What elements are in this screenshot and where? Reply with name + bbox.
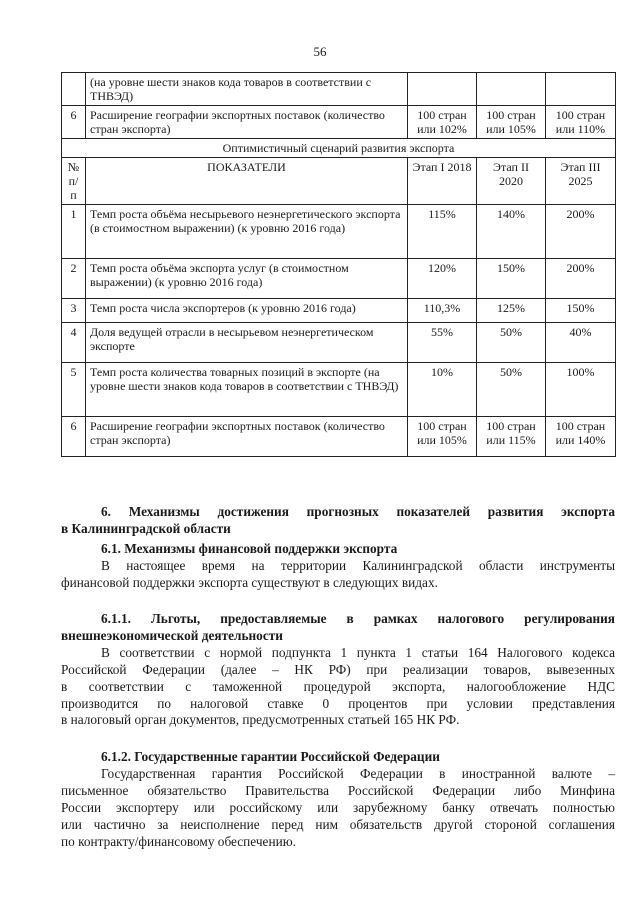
stage3-value: 100 стран или 140% [546, 417, 616, 457]
row-number: 3 [62, 299, 86, 323]
row-number: 6 [62, 417, 86, 457]
stage3-value: 200% [546, 259, 616, 299]
paragraph-line: Российской Федерации (далее – НК РФ) при реализации товаров, вывезенных [61, 661, 615, 677]
header-stage2: Этап II 2020 [477, 158, 546, 205]
stage2-value: 125% [477, 299, 546, 323]
paragraph-line: финансовой поддержки экспорта существуют в следующих видах. [61, 574, 438, 590]
table-row [62, 106, 616, 139]
stage1-value: 110,3% [408, 299, 477, 323]
stage2-value: 100 стран или 105% [477, 106, 546, 139]
stage1-value: 55% [408, 323, 477, 363]
table-row [62, 259, 616, 299]
paragraph-line: производится по налоговой ставке 0 процентов при условии представления [61, 695, 615, 711]
indicator-cell: Темп роста объёма экспорта услуг (в стоимостном выражении) (к уровню 2016 года) [86, 259, 408, 299]
section-6-1-1-title-line2: внешнеэкономической деятельности [61, 627, 283, 643]
paragraph-line: Государственная гарантия Российской Федерации в иностранной валюте – [101, 765, 615, 781]
indicator-cell: Расширение географии экспортных поставок (количество стран экспорта) [86, 417, 408, 457]
paragraph-line: или частично за неисполнение перед ним обязательств другой стороной соглашения [61, 816, 615, 832]
table-row [62, 323, 616, 363]
indicator-cell: Темп роста объёма несырьевого неэнергетического экспорта (в стоимостном выражении) (к уровню 2016 года) [86, 205, 408, 259]
table-row [62, 73, 616, 106]
stage3-value: 150% [546, 299, 616, 323]
page-number: 56 [313, 44, 327, 59]
stage2-value: 140% [477, 205, 546, 259]
header-indicators: ПОКАЗАТЕЛИ [86, 158, 408, 205]
stage2-value: 150% [477, 259, 546, 299]
row-number: 2 [62, 259, 86, 299]
stage2-value [477, 73, 546, 106]
indicator-cell: Темп роста числа экспортеров (к уровню 2016 года) [86, 299, 408, 323]
indicator-cell: Расширение географии экспортных поставок (количество стран экспорта) [86, 106, 408, 139]
stage3-value: 100 стран или 110% [546, 106, 616, 139]
stage1-value: 10% [408, 363, 477, 417]
paragraph-line: В настоящее время на территории Калининградской области инструменты [101, 557, 615, 573]
paragraph-line: в соответствии с таможенной процедурой экспорта, налогообложение НДС [61, 678, 615, 694]
header-stage1: Этап I 2018 [408, 158, 477, 205]
stage1-value: 120% [408, 259, 477, 299]
section-6-1-1-title-line1: 6.1.1. Льготы, предоставляемые в рамках налогового регулирования [101, 611, 615, 626]
paragraph-line: по контракту/финансовому обеспечению. [61, 833, 296, 849]
stage2-value: 50% [477, 323, 546, 363]
section-6-title-line2: в Калининградской области [61, 520, 231, 536]
row-number: 1 [62, 205, 86, 259]
paragraph-line: в налоговый орган документов, предусмотренных статьей 165 НК РФ. [61, 712, 460, 728]
row-number [62, 73, 86, 106]
header-stage3: Этап III 2025 [546, 158, 616, 205]
section-6-title-line1: 6. Механизмы достижения прогнозных показателей развития экспорта [101, 504, 615, 519]
table-header-row [62, 158, 616, 205]
table-row [62, 363, 616, 417]
header-number: № п/п [62, 158, 86, 205]
table-row [62, 299, 616, 323]
stage3-value: 40% [546, 323, 616, 363]
paragraph-line: В соответствии с нормой подпункта 1 пункта 1 статьи 164 Налогового кодекса [101, 644, 615, 660]
stage3-value: 100% [546, 363, 616, 417]
section-6-1-1 [61, 611, 615, 729]
stage1-value: 100 стран или 105% [408, 417, 477, 457]
row-number: 6 [62, 106, 86, 139]
indicator-cell: Доля ведущей отрасли в несырьевом неэнергетическом экспорте [86, 323, 408, 363]
section-6-1 [61, 541, 615, 592]
section-6-1-2-title: 6.1.2. Государственные гарантии Российской Федерации [101, 749, 440, 764]
indicator-cell: Темп роста количества товарных позиций в экспорте (на уровне шести знаков кода товаров в соответствии с ТНВЭД) [86, 363, 408, 417]
table-row [62, 417, 616, 457]
section-6-1-title: 6.1. Механизмы финансовой поддержки экспорта [101, 541, 398, 556]
stage1-value: 100 стран или 102% [408, 106, 477, 139]
section-6-heading [61, 504, 615, 538]
stage2-value: 100 стран или 115% [477, 417, 546, 457]
section-6-1-2 [61, 749, 615, 850]
stage3-value: 200% [546, 205, 616, 259]
paragraph-line: письменное обязательство Правительства Российской Федерации либо Минфина [61, 782, 615, 798]
table-row [62, 205, 616, 259]
scenario-title-row [62, 139, 616, 158]
export-indicators-table [61, 72, 616, 457]
paragraph-line: России экспортеру или российскому или зарубежному банку отвечать полностью [61, 799, 615, 815]
scenario-title: Оптимистичный сценарий развития экспорта [62, 139, 616, 158]
indicator-cell: (на уровне шести знаков кода товаров в соответствии с ТНВЭД) [86, 73, 408, 106]
row-number: 5 [62, 363, 86, 417]
stage3-value [546, 73, 616, 106]
stage1-value [408, 73, 477, 106]
stage1-value: 115% [408, 205, 477, 259]
row-number: 4 [62, 323, 86, 363]
stage2-value: 50% [477, 363, 546, 417]
